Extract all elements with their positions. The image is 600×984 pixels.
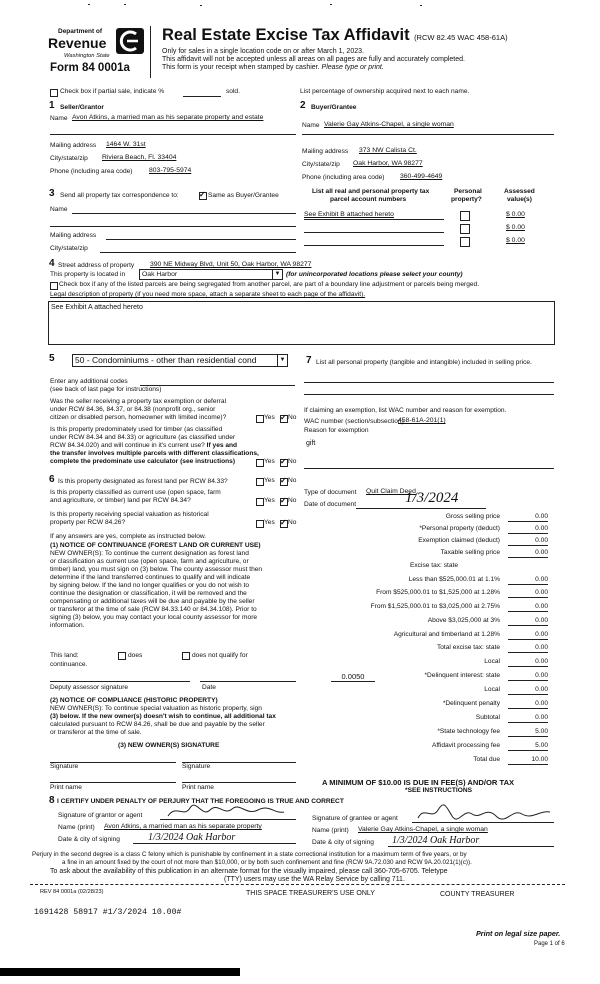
parcel-col-header-3a: Assessed: [504, 188, 535, 195]
deputy-date-label: Date: [202, 684, 216, 691]
tax-row-value[interactable]: 0.00: [508, 513, 548, 522]
s6-q1-no-checkbox[interactable]: [280, 478, 288, 486]
no-label: No: [288, 497, 297, 504]
deputy-signature-label: Deputy assessor signature: [50, 684, 129, 691]
parcel-value-2[interactable]: $ 0.00: [506, 224, 525, 231]
tax-row-label: Total excise tax: state: [436, 644, 500, 651]
minimum-due-note: A MINIMUM OF $10.00 IS DUE IN FEE(S) AND/OR TAX: [322, 778, 515, 787]
tax-row-label: From $1,525,000.01 to $3,025,000 at 2.75%: [370, 603, 500, 610]
local-rate-field[interactable]: 0.0050: [331, 673, 375, 682]
tax-row-label: Agricultural and timberland at 1.28%: [393, 631, 500, 638]
partial-sale-sold: sold.: [226, 88, 240, 95]
chevron-down-icon[interactable]: ▼: [272, 270, 282, 279]
no-label: No: [288, 414, 297, 421]
tax-row-label: Excise tax: state: [409, 562, 458, 569]
doc-date-field[interactable]: 1/3/2024: [405, 490, 459, 506]
yes-label: Yes: [264, 458, 275, 465]
yes-label: Yes: [264, 519, 275, 526]
seller-phone-field[interactable]: 803-795-5974: [149, 167, 192, 174]
grantee-name-label: Name (print): [312, 827, 349, 834]
seller-name-field[interactable]: Avon Atkins, a married man as his separate property and estate: [72, 114, 264, 121]
seller-heading: Seller/Grantor: [60, 104, 104, 111]
notice-2-body: NEW OWNER(S): To continue special valuation as historic property, sign (3) below. If the new owner(s) doesn't wish to continue, all additional tax calculated pursuant to RCW 84.26, shall be due and payable by the seller or transferor at the time of sale.: [50, 705, 276, 736]
s6-q3-line2: property per RCW 84.26?: [50, 519, 126, 526]
s5-q2-line4: the transfer involves multiple parcels with different classifications,: [50, 450, 259, 457]
form-number: Form 84 0001a: [50, 62, 130, 74]
wac-number-label: WAC number (section/subsection): [304, 418, 404, 425]
exemption-reason-field[interactable]: gift: [306, 440, 316, 447]
s5-q2-yes-checkbox[interactable]: [256, 459, 264, 467]
partial-sale-label: Check box if partial sale, indicate %: [60, 88, 165, 95]
parcel-col-header-1b: parcel account numbers: [330, 196, 407, 203]
s6-q3-no-checkbox[interactable]: [280, 520, 288, 528]
tax-row-label: Local: [484, 658, 500, 665]
cashier-stamp: 1691428 58917 #1/3/2024 10.00#: [34, 908, 182, 917]
see-instructions-note: *SEE INSTRUCTIONS: [405, 787, 473, 794]
correspondence-name-label: Name: [50, 206, 68, 213]
s5-q2-line2: under RCW 84.34 and 84.33) or agriculture (as classified under: [50, 434, 236, 441]
perjury-line-2: a fine in an amount fixed by the court of not more than $10,000, or by both such confinement and fine (RCW 9A.72.030 and RCW 9A.20.021(1)(c)).: [62, 859, 472, 866]
street-address-label: Street address of property: [58, 262, 135, 269]
located-in-label: This property is located in: [50, 271, 126, 278]
s5-q2-line1: Is this property predominately used for timber (as classified: [50, 426, 223, 433]
buyer-mailing-field[interactable]: 373 NW Calista Ct.: [359, 147, 417, 154]
personal-property-checkbox-2[interactable]: [460, 224, 470, 234]
no-label: No: [288, 477, 297, 484]
header-note-1: Only for sales in a single location code on or after March 1, 2023.: [162, 48, 364, 55]
alt-format-line-1: To ask about the availability of this publication in an alternate format for the visually impaired, please call 360-705-6705. Teletype: [50, 868, 448, 875]
s6-q3-yes-checkbox[interactable]: [256, 520, 264, 528]
tax-row-value[interactable]: 10.00: [508, 756, 548, 765]
additional-codes-label: Enter any additional codes: [50, 378, 128, 385]
personal-property-checkbox-3[interactable]: [460, 237, 470, 247]
exemption-reason-label: Reason for exemption: [304, 427, 369, 434]
no-label: No: [288, 458, 297, 465]
grantee-signature-field[interactable]: [416, 804, 552, 827]
doc-date-label: Date of document: [304, 501, 357, 508]
seller-phone-label: Phone (including area code): [50, 168, 133, 175]
use-code-select[interactable]: 50 - Condominiums - other than residential cond ▼: [72, 354, 288, 367]
seller-mailing-field[interactable]: 1464 W. 31st: [106, 141, 146, 148]
s5-q1-line3: citizen or disabled person, homeowner with limited income)?: [50, 414, 227, 421]
tax-row-value[interactable]: 0.00: [508, 700, 548, 709]
s6-q1: Is this property designated as forest land per RCW 84.33?: [58, 478, 228, 485]
s6-q2-no-checkbox[interactable]: [280, 498, 288, 506]
parcel-col-header-2b: property?: [451, 196, 482, 203]
buyer-phone-label: Phone (including area code): [302, 174, 385, 181]
header-note-2: This affidavit will not be accepted unless all areas on all pages are fully and accurately completed.: [162, 56, 465, 63]
new-owner-signature-label-2: Signature: [182, 763, 211, 770]
tax-row-label: Above $3,025,000 at 3%: [427, 617, 500, 624]
correspondence-mailing-label: Mailing address: [50, 232, 97, 239]
seller-name-label: Name: [50, 115, 68, 122]
tax-row-label: Affidavit processing fee: [431, 742, 500, 749]
section-7-heading: List all personal property (tangible and intangible) included in selling price.: [316, 359, 532, 366]
s6-q1-yes-checkbox[interactable]: [256, 478, 264, 486]
tax-row-label: Taxable selling price: [440, 549, 500, 556]
buyer-city-label: City/state/zip: [302, 161, 340, 168]
form-rcw: (RCW 82.45 WAC 458-61A): [414, 33, 508, 42]
buyer-city-field[interactable]: Oak Harbor, WA 98277: [353, 160, 423, 167]
s5-q2-line5: complete the predominate use calculator (see instructions): [50, 458, 236, 465]
dor-logo-icon: [116, 28, 144, 54]
new-owner-print-label-1: Print name: [50, 784, 82, 791]
same-as-buyer-checkbox[interactable]: [199, 192, 207, 200]
tax-row-label: Gross selling price: [445, 513, 500, 520]
form-title: Real Estate Excise Tax Affidavit: [162, 26, 410, 44]
segregated-checkbox[interactable]: [50, 282, 58, 290]
this-land-label: This land:: [50, 652, 79, 659]
notice-2-heading: (2) NOTICE OF COMPLIANCE (HISTORIC PROPERTY): [50, 697, 218, 704]
tax-row-value[interactable]: 0.00: [508, 658, 548, 667]
grantee-signature-label: Signature of grantee or agent: [312, 815, 398, 822]
exemption-instructions: If claiming an exemption, list WAC number and reason for exemption.: [304, 407, 507, 414]
s5-q1-line1: Was the seller receiving a property tax exemption or deferral: [50, 398, 227, 405]
tax-row-label: Exemption claimed (deduct): [418, 537, 500, 544]
tax-row-label: *Personal property (deduct): [419, 525, 500, 532]
section-3-heading: Send all property tax correspondence to:: [60, 192, 179, 199]
notice-1-body: NEW OWNER(S): To continue the current designation as forest land or classification as current use (open space, farm and agriculture, or timber) land, you must sign on (3) below. The county assessor must then determine if the land transferred continues to qualify and will indicate by signing below. If the land no longer qualifies or you do not wish to continue the designation or classification, it will be removed and the compensating or additional taxes will be due and payable by the seller or transferor at the time of sale (RCW 84.33.140 or 84.34.108). Prior to signing (3) below, you may contact your local county assessor for more information.: [50, 550, 263, 629]
parcel-number-1[interactable]: See Exhibit B attached hereto: [304, 211, 394, 218]
tax-row-value[interactable]: 0.00: [508, 603, 548, 612]
new-owner-signature-label-1: Signature: [50, 763, 79, 770]
tax-row-value[interactable]: 5.00: [508, 742, 548, 751]
s5-q2-no-checkbox[interactable]: [280, 459, 288, 467]
grantee-name-field[interactable]: Valerie Gay Atkins-Chapel, a single woman: [358, 826, 488, 833]
county-treasurer-label: COUNTY TREASURER: [440, 891, 515, 898]
section-6-number: 6: [49, 474, 55, 485]
scan-edge-bar: [0, 968, 240, 976]
no-label: No: [288, 519, 297, 526]
s6-q3-line1: Is this property receiving special valuation as historical: [50, 511, 209, 518]
s6-q2-line1: Is this property classified as current use (open space, farm: [50, 489, 221, 496]
wac-number-field[interactable]: 458-61A-201(1): [398, 417, 446, 424]
doc-type-label: Type of document: [304, 489, 357, 496]
correspondence-city-label: City/state/zip: [50, 245, 88, 252]
new-owner-print-label-2: Print name: [182, 784, 214, 791]
segregated-label: Check box if any of the listed parcels are being segregated from another parcel, are part of a boundary line adjustment or parcels being merged.: [59, 281, 480, 288]
tax-row-label: Local: [484, 686, 500, 693]
grantor-signature-label: Signature of grantor or agent: [58, 812, 143, 819]
tax-row-value[interactable]: 0.00: [508, 525, 548, 534]
s5-q1-line2: under RCW 84.36, 84.37, or 84.38 (nonprofit org., senior: [50, 406, 216, 413]
does-not-label: does not qualify for: [192, 652, 248, 659]
tax-row-value[interactable]: 0.00: [508, 537, 548, 546]
buyer-mailing-label: Mailing address: [302, 148, 349, 155]
seller-city-label: City/state/zip: [50, 155, 88, 162]
header-note-3: This form is your receipt when stamped by cashier. Please type or print.: [162, 64, 384, 71]
certify-statement: I CERTIFY UNDER PENALTY OF PERJURY THAT THE FOREGOING IS TRUE AND CORRECT: [57, 798, 344, 805]
perjury-line-1: Perjury in the second degree is a class C felony which is punishable by confinement in a state correctional institution for a maximum term of five years, or by: [32, 851, 467, 858]
yes-label: Yes: [264, 497, 275, 504]
legal-description-label: Legal description of property (if you need more space, attach a separate sheet to each page of the affidavit).: [50, 291, 366, 298]
does-qualify-checkbox[interactable]: [118, 652, 126, 660]
grantor-date-city-label: Date & city of signing: [58, 836, 120, 843]
seller-city-field[interactable]: Riviera Beach, Fl. 33404: [102, 154, 177, 161]
tax-row-value[interactable]: 0.00: [508, 644, 548, 653]
tax-row-value[interactable]: 0.00: [508, 589, 548, 598]
street-address-field[interactable]: 390 NE Midway Blvd, Unit 50, Oak Harbor, WA 98277: [150, 261, 312, 268]
s5-q2-line3: RCW 84.34.020) and will continue in it's current use? If yes and: [50, 442, 238, 449]
agency-line3: Washington State: [64, 53, 110, 59]
seller-mailing-label: Mailing address: [50, 142, 97, 149]
buyer-phone-field[interactable]: 360-499-4649: [400, 173, 443, 180]
parcel-col-header-2a: Personal: [454, 188, 482, 195]
grantor-signature-mark-icon: [166, 804, 286, 820]
personal-property-checkbox-1[interactable]: [460, 211, 470, 221]
grantor-name-label: Name (print): [58, 824, 95, 831]
tax-row-value[interactable]: 0.00: [508, 631, 548, 640]
grantor-signature-field[interactable]: [166, 804, 286, 823]
chevron-down-icon[interactable]: ▼: [277, 355, 287, 366]
treasurer-use-label: THIS SPACE TREASURER'S USE ONLY: [246, 890, 375, 897]
yes-label: Yes: [264, 414, 275, 421]
notice-3-heading: (3) NEW OWNER(S) SIGNATURE: [118, 742, 220, 749]
yes-label: Yes: [264, 477, 275, 484]
parcel-col-header-3b: value(s): [507, 196, 532, 203]
tax-row-label: From $525,000.01 to $1,525,000 at 1.28%: [376, 589, 500, 596]
see-back-label: (see back of last page for instructions): [50, 386, 162, 393]
s6-if-yes: If any answers are yes, complete as instructed below.: [50, 533, 207, 540]
tax-row-value[interactable]: 0.00: [508, 549, 548, 558]
page-number: Page 1 of 6: [534, 941, 565, 947]
legal-description-box[interactable]: [48, 301, 555, 345]
grantee-date-city-field[interactable]: 1/3/2024 Oak Harbor: [392, 835, 480, 846]
section-8-number: 8: [49, 795, 55, 806]
buyer-name-label: Name: [302, 122, 320, 129]
agency-line1: Department of: [58, 28, 103, 35]
tax-row-label: *Delinquent penalty: [442, 700, 500, 707]
section-3-number: 3: [49, 188, 55, 199]
form-title-row: [162, 26, 508, 45]
alt-format-line-2: (TTY) users may use the WA Relay Service by calling 711.: [224, 876, 405, 883]
tax-row-value[interactable]: 0.00: [508, 714, 548, 723]
tax-row-label: *State technology fee: [437, 728, 500, 735]
section-5-number: 5: [49, 353, 55, 364]
section-1-number: 1: [49, 100, 55, 111]
tax-row-label: Subtotal: [475, 714, 500, 721]
s5-q1-yes-checkbox[interactable]: [256, 415, 264, 423]
does-not-qualify-checkbox[interactable]: [182, 652, 190, 660]
legal-size-note: Print on legal size paper.: [476, 929, 561, 938]
grantor-name-field[interactable]: Avon Atkins, a married man as his separate property: [104, 823, 262, 830]
parcel-value-3[interactable]: $ 0.00: [506, 237, 525, 244]
tax-row-value[interactable]: 0.00: [508, 617, 548, 626]
s5-q1-no-checkbox[interactable]: [280, 415, 288, 423]
section-2-number: 2: [300, 100, 306, 111]
tax-row-label: Total due: [473, 756, 500, 763]
buyer-name-field[interactable]: Valerie Gay Atkins-Chapel, a single woman: [324, 121, 454, 128]
partial-sale-checkbox[interactable]: [50, 89, 58, 97]
tax-row-label: *Delinquent interest: state: [424, 672, 500, 679]
same-as-buyer-label: Same as Buyer/Grantee: [208, 192, 279, 199]
tax-row-value[interactable]: 0.00: [508, 686, 548, 695]
s6-q2-yes-checkbox[interactable]: [256, 498, 264, 506]
parcel-col-header-1a: List all real and personal property tax: [312, 188, 430, 195]
agency-name: Revenue: [48, 35, 107, 51]
tax-row-label: Less than $525,000.01 at 1.1%: [408, 576, 500, 583]
tax-row-value[interactable]: 5.00: [508, 728, 548, 737]
grantee-date-city-label: Date & city of signing: [312, 839, 374, 846]
section-7-number: 7: [306, 355, 312, 366]
ownership-note: List percentage of ownership acquired next to each name.: [300, 88, 470, 95]
rev-number: REV 84 0001a (02/28/23): [40, 889, 104, 895]
does-label: does: [128, 652, 143, 659]
continuance-label: continuance.: [50, 661, 88, 668]
parcel-value-1[interactable]: $ 0.00: [506, 211, 525, 218]
notice-1-heading: (1) NOTICE OF CONTINUANCE (FOREST LAND OR CURRENT USE): [50, 542, 261, 549]
doc-type-field[interactable]: Quit Claim Deed: [366, 488, 416, 495]
tax-row-value[interactable]: 0.00: [508, 672, 548, 681]
section-4-number: 4: [49, 258, 55, 269]
legal-description-text: See Exhibit A attached hereto: [51, 304, 143, 311]
s6-q2-line2: and agriculture, or timber) land per RCW 84.34?: [50, 497, 191, 504]
location-select[interactable]: Oak Harbor ▼: [139, 269, 283, 280]
located-note: (for unincorporated locations please select your county): [286, 271, 463, 278]
tax-row-value[interactable]: 0.00: [508, 576, 548, 585]
grantee-signature-mark-icon: [416, 804, 552, 822]
grantor-date-city-field[interactable]: 1/3/2024 Oak Harbor: [148, 832, 236, 843]
buyer-heading: Buyer/Grantee: [311, 104, 357, 111]
